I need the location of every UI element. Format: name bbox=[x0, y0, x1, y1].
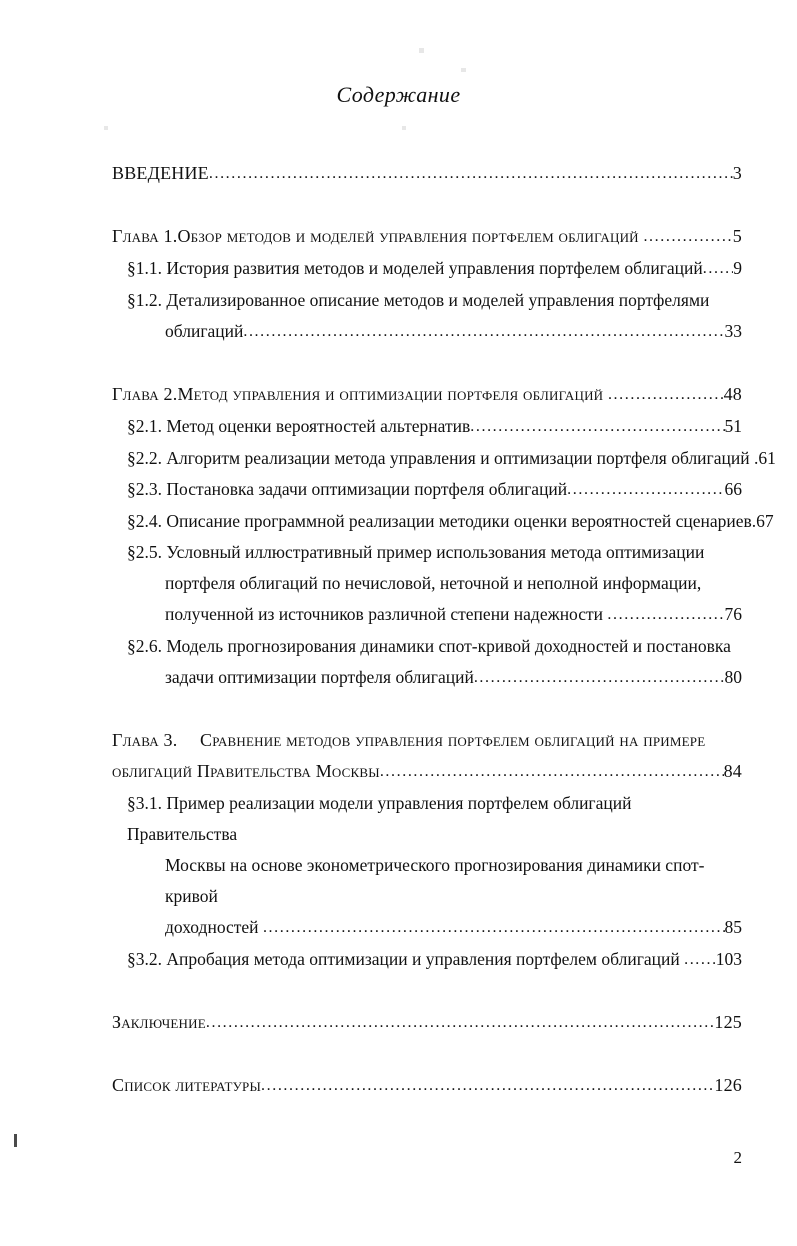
toc-entry-page: 61 bbox=[758, 448, 776, 468]
toc-entry-page: 125 bbox=[714, 1012, 742, 1032]
toc-entry-line-last: доходностей bbox=[165, 917, 263, 937]
toc-entry-line-last: облигаций bbox=[165, 321, 244, 341]
toc-entry-section-2-6[interactable] bbox=[127, 631, 742, 694]
toc-entry-section-3-1[interactable] bbox=[127, 788, 742, 944]
toc-entry-label: §2.2. Алгоритм реализации метода управления и оптимизации портфеля облигаций . bbox=[127, 448, 759, 468]
toc-entry-section-1-1[interactable] bbox=[127, 253, 742, 285]
page-title: Содержание bbox=[336, 82, 461, 107]
leader-dots bbox=[608, 379, 724, 410]
toc-entry-label: §1.1. История развития методов и моделей управления портфелем облигаций bbox=[127, 258, 703, 278]
leader-dots bbox=[470, 411, 724, 442]
toc-entry-section-2-2[interactable] bbox=[127, 443, 776, 474]
leader-dots bbox=[643, 221, 732, 252]
leader-dots bbox=[243, 316, 724, 347]
toc-entry-label: §2.1. Метод оценки вероятностей альтернатив bbox=[127, 416, 471, 436]
leader-dots bbox=[209, 158, 733, 189]
table-of-contents bbox=[112, 158, 776, 1102]
leader-dots bbox=[261, 1070, 714, 1101]
toc-entry-label: Список литературы bbox=[112, 1075, 262, 1095]
spacer bbox=[112, 694, 742, 725]
spacer bbox=[112, 1039, 742, 1070]
scan-artifact-left-upper bbox=[104, 126, 108, 130]
toc-entry-line: Сравнение методов управления портфелем облигаций на примере bbox=[200, 730, 706, 750]
leader-dots bbox=[206, 1007, 715, 1038]
toc-entry-bibliography[interactable] bbox=[112, 1070, 742, 1102]
toc-entry-chapter-1[interactable] bbox=[112, 221, 742, 253]
toc-entry-section-2-5[interactable] bbox=[127, 537, 742, 631]
toc-entry-line: §2.5. Условный иллюстративный пример использования метода оптимизации bbox=[127, 542, 705, 562]
toc-entry-line-last: полученной из источников различной степени надежности bbox=[165, 604, 608, 624]
toc-entry-label: §2.3. Постановка задачи оптимизации портфеля облигаций bbox=[127, 479, 568, 499]
scan-artifact-mid bbox=[402, 126, 406, 130]
toc-entry-label: ВВЕДЕНИЕ bbox=[112, 163, 209, 183]
toc-entry-line-2: Москвы на основе эконометрического прогнозирования динамики спот-кривой bbox=[165, 855, 705, 906]
toc-entry-chapter-3[interactable] bbox=[112, 725, 742, 788]
toc-entry-line-last: облигаций Правительства Москвы bbox=[112, 761, 380, 781]
toc-entry-page: 3 bbox=[732, 163, 742, 183]
spacer bbox=[112, 348, 742, 379]
toc-entry-line: §2.6. Модель прогнозирования динамики спот-кривой доходностей и постановка bbox=[127, 636, 731, 656]
spacer bbox=[112, 976, 742, 1007]
toc-entry-label: Обзор методов и моделей управления портфелем облигаций bbox=[177, 226, 644, 246]
leader-dots bbox=[474, 662, 725, 693]
toc-entry-introduction[interactable] bbox=[112, 158, 742, 190]
toc-entry-page: 84 bbox=[723, 761, 742, 781]
toc-entry-label: §2.4. Описание программной реализации методики оценки вероятностей сценариев. bbox=[127, 511, 757, 531]
leader-dots bbox=[607, 599, 724, 630]
leader-dots bbox=[263, 912, 725, 943]
leader-dots bbox=[684, 944, 716, 975]
toc-entry-page: 126 bbox=[714, 1075, 742, 1095]
chapter-number: Глава 1. bbox=[112, 226, 178, 246]
toc-entry-section-2-1[interactable] bbox=[127, 411, 742, 443]
leader-dots bbox=[703, 253, 733, 284]
toc-entry-label: §3.2. Апробация метода оптимизации и управления портфелем облигаций bbox=[127, 949, 685, 969]
toc-entry-page: 66 bbox=[724, 479, 742, 499]
leader-dots bbox=[380, 756, 724, 787]
chapter-number: Глава 3. bbox=[112, 730, 178, 750]
toc-entry-conclusion[interactable] bbox=[112, 1007, 742, 1039]
toc-entry-chapter-2[interactable] bbox=[112, 379, 742, 411]
scan-artifact-top-2 bbox=[461, 68, 466, 72]
toc-entry-page: 48 bbox=[723, 384, 742, 404]
toc-entry-section-2-3[interactable] bbox=[127, 474, 742, 506]
toc-entry-line-2: портфеля облигаций по нечисловой, неточной и неполной информации, bbox=[165, 573, 702, 593]
toc-entry-page: 76 bbox=[724, 604, 742, 624]
toc-entry-line-last: задачи оптимизации портфеля облигаций bbox=[165, 667, 474, 687]
spacer bbox=[112, 190, 742, 221]
toc-entry-page: 51 bbox=[724, 416, 742, 436]
page-number: 2 bbox=[733, 1148, 742, 1167]
toc-entry-page: 9 bbox=[733, 258, 742, 278]
toc-entry-page: 67 bbox=[756, 511, 774, 531]
toc-entry-section-3-2[interactable] bbox=[127, 944, 742, 976]
toc-entry-label: Заключение bbox=[112, 1012, 206, 1032]
toc-entry-page: 5 bbox=[732, 226, 742, 246]
toc-entry-line: §3.1. Пример реализации модели управления портфелем облигаций Правительства bbox=[127, 793, 636, 844]
toc-entry-page: 85 bbox=[724, 917, 742, 937]
toc-entry-section-1-2[interactable] bbox=[127, 285, 742, 348]
toc-entry-label: Метод управления и оптимизации портфеля облигаций bbox=[177, 384, 608, 404]
scan-artifact-left-edge bbox=[14, 1134, 17, 1147]
toc-entry-page: 103 bbox=[715, 949, 742, 969]
toc-entry-page: 80 bbox=[724, 667, 742, 687]
chapter-number: Глава 2. bbox=[112, 384, 178, 404]
toc-entry-line: §1.2. Детализированное описание методов и моделей управления портфелями bbox=[127, 290, 710, 310]
leader-dots bbox=[567, 474, 724, 505]
scan-artifact-top bbox=[419, 48, 424, 53]
toc-entry-page: 33 bbox=[724, 321, 742, 341]
toc-entry-section-2-4[interactable] bbox=[127, 506, 774, 537]
